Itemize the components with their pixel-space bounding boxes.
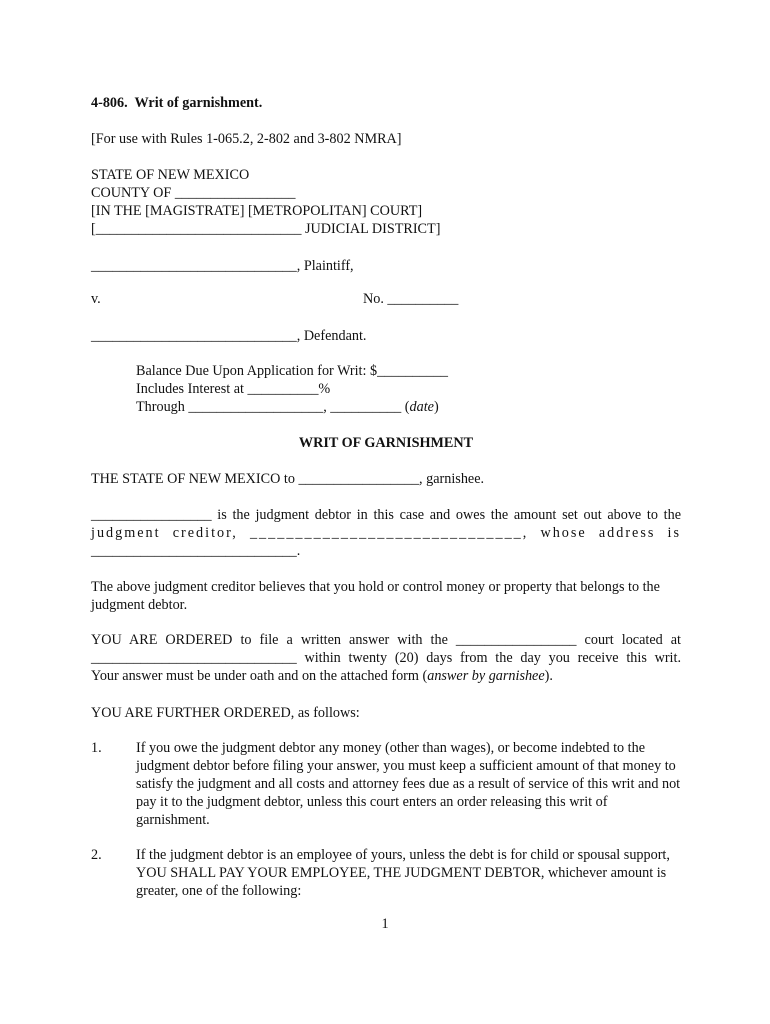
interest-line: Includes Interest at __________% <box>136 381 331 397</box>
item-number: 1. <box>91 740 102 756</box>
caption-county: COUNTY OF _________________ <box>91 185 296 201</box>
form-title: WRIT OF GARNISHMENT <box>298 435 474 451</box>
debtor-line-3: _____________________________. <box>91 543 301 559</box>
case-number-field: No. __________ <box>363 291 459 307</box>
further-ordered-line: YOU ARE FURTHER ORDERED, as follows: <box>91 705 360 721</box>
item-text: If you owe the judgment debtor any money (other than wages), or become indebted to the judgment debtor before filing your answer, you must keep a sufficient amount of that money to satisfy the judgment and all costs and attorney fees due as a result of service of this writ and not pay it to the judgment debtor, unless this court enters an order releasing this writ of garnishment. <box>136 740 681 828</box>
plaintiff-line: _____________________________, Plaintiff, <box>91 258 354 274</box>
usage-note: [For use with Rules 1-065.2, 2-802 and 3-802 NMRA] <box>91 131 402 147</box>
order-line-1: YOU ARE ORDERED to file a written answer with the _________________ court located at <box>91 632 681 648</box>
debtor-line-1: _________________ is the judgment debtor in this case and owes the amount set out above to the <box>91 507 681 523</box>
caption-state: STATE OF NEW MEXICO <box>91 167 250 183</box>
belief-paragraph: The above judgment creditor believes that you hold or control money or property that belongs to the judgment debtor. <box>91 579 660 613</box>
versus-label: v. <box>91 291 101 307</box>
order-line-2: _____________________________ within twenty (20) days from the day you receive this writ. <box>91 650 681 666</box>
through-date-line: Through ___________________, __________ (date) <box>136 399 439 415</box>
item-number: 2. <box>91 847 102 863</box>
defendant-line: _____________________________, Defendant. <box>91 328 367 344</box>
debtor-line-2: judgment creditor, ______________________________, whose address is <box>91 525 681 541</box>
balance-due-line: Balance Due Upon Application for Writ: $__________ <box>136 363 449 379</box>
caption-court: [IN THE [MAGISTRATE] [METROPOLITAN] COURT] <box>91 203 423 219</box>
garnishee-line: THE STATE OF NEW MEXICO to _________________, garnishee. <box>91 471 485 487</box>
order-line-3: Your answer must be under oath and on the attached form (answer by garnishee). <box>91 668 553 684</box>
rule-heading: 4-806. Writ of garnishment. <box>91 95 263 111</box>
page-number: 1 <box>381 916 389 932</box>
item-text: If the judgment debtor is an employee of yours, unless the debt is for child or spousal support, YOU SHALL PAY YOUR EMPLOYEE, THE JUDGMENT DEBTOR, whichever amount is greater, one of the following: <box>136 847 670 899</box>
caption-district: [_____________________________ JUDICIAL DISTRICT] <box>91 221 441 237</box>
